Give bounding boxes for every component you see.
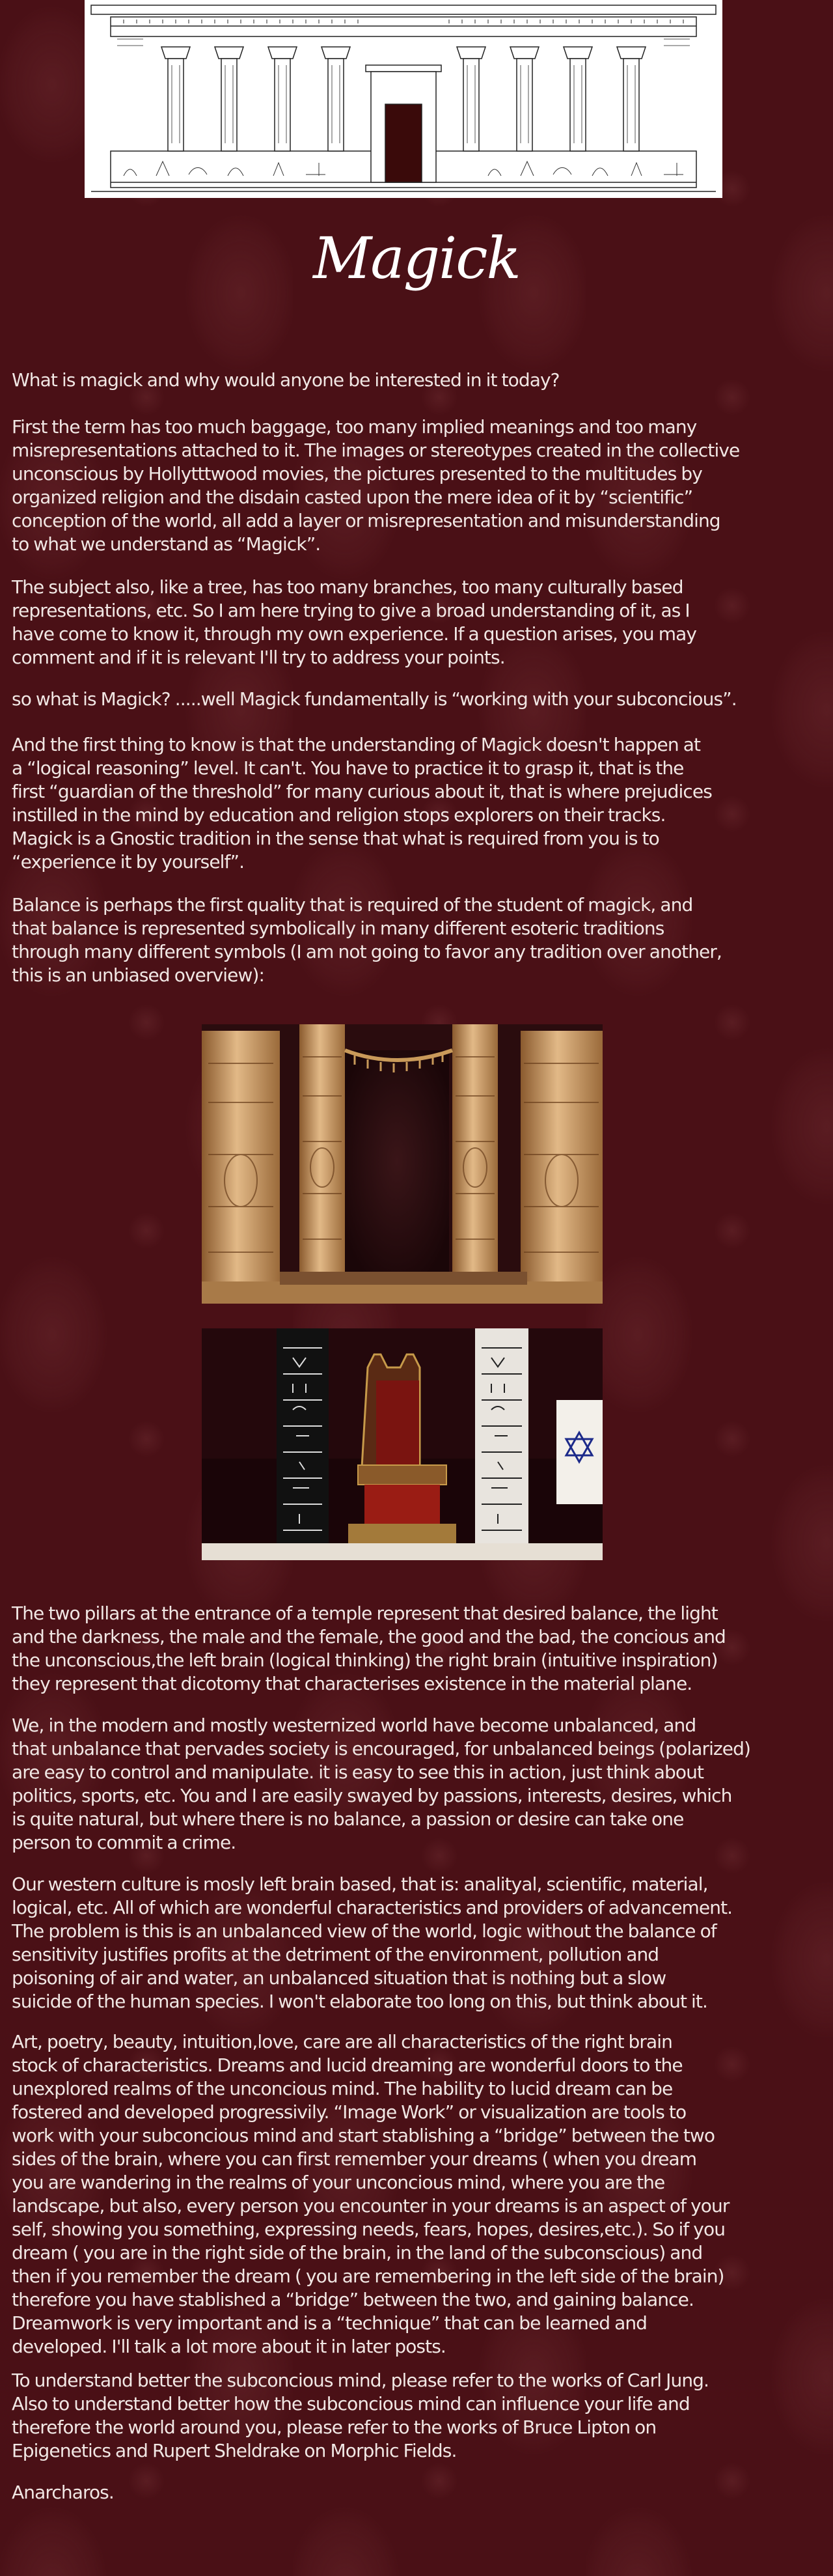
paragraph-line: this is an unbiased overview):: [12, 964, 265, 986]
paragraph-line: The subject also, like a tree, has too many branches, too many culturally based: [12, 576, 683, 598]
paragraph-line: work with your subconcious mind and start stablishing a “bridge” between the two: [12, 2125, 715, 2146]
paragraph-line: to what we understand as “Magick”.: [12, 533, 321, 555]
paragraph-line: Balance is perhaps the first quality that is required of the student of magick, and: [12, 894, 693, 916]
paragraph-line: The problem is this is an unbalanced view of the world, logic without the balance of: [12, 1920, 717, 1942]
paragraph-line: Also to understand better how the subconcious mind can influence your life and: [12, 2393, 690, 2415]
paragraph-line: Art, poetry, beauty, intuition,love, care are all characteristics of the right brain: [12, 2031, 673, 2052]
paragraph-line: To understand better the subconcious mind, please refer to the works of Carl Jung.: [12, 2370, 709, 2391]
paragraph-line: conception of the world, all add a layer or misrepresentation and misunderstanding: [12, 510, 720, 531]
paragraph-line: you are wandering in the realms of your unconcious mind, where you are the: [12, 2172, 665, 2193]
paragraph-line: poisoning of air and water, an unbalanced situation that is nothing but a slow: [12, 1967, 666, 1989]
paragraph-question: [12, 369, 825, 392]
paragraph-line: sensitivity justifies profits at the detriment of the environment, pollution and: [12, 1944, 659, 1965]
paragraph-line: have come to know it, through my own experience. If a question arises, you may: [12, 623, 697, 645]
paragraph-line: that balance is represented symbolically in many different esoteric traditions: [12, 917, 664, 939]
paragraph-two-pillars: [12, 1602, 825, 1696]
paragraph-line: fostered and developed progressivily. “Image Work” or visualization are tools to: [12, 2101, 687, 2123]
paragraph-line: unconscious by Hollytttwood movies, the pictures presented to the multitudes by: [12, 463, 702, 484]
paragraph-line: person to commit a crime.: [12, 1832, 236, 1853]
paragraph-what-is-magick: [12, 688, 825, 711]
paragraph-line: organized religion and the disdain casted upon the mere idea of it by “scientific”: [12, 486, 693, 508]
temple-pillars-photo: [202, 1024, 603, 1304]
paragraph-line: comment and if it is relevant I'll try to address your points.: [12, 647, 505, 668]
paragraph-line: We, in the modern and mostly westernized world have become unbalanced, and: [12, 1715, 696, 1736]
paragraph-left-brain: [12, 1873, 825, 2013]
paragraph-tree: [12, 576, 825, 669]
paragraph-line: through many different symbols (I am not going to favor any tradition over another,: [12, 941, 722, 962]
paragraph-line: then if you remember the dream ( you are remembering in the left side of the brain): [12, 2265, 724, 2287]
paragraph-line: sides of the brain, where you can first remember your dreams ( when you dream: [12, 2148, 697, 2170]
paragraph-line: Dreamwork is very important and is a “technique” that can be learned and: [12, 2312, 648, 2334]
paragraph-line: suicide of the human species. I won't elaborate too long on this, but think about it.: [12, 1991, 707, 2012]
paragraph-line: Our western culture is mosly left brain based, that is: analityal, scientific, material,: [12, 1873, 708, 1895]
throne-pillars-photo: [202, 1328, 603, 1560]
paragraph-right-brain: [12, 2030, 825, 2359]
paragraph-line: developed. I'll talk a lot more about it in later posts.: [12, 2336, 446, 2357]
paragraph-line: First the term has too much baggage, too many implied meanings and too many: [12, 416, 697, 438]
paragraph-line: stock of characteristics. Dreams and lucid dreaming are wonderful doors to the: [12, 2054, 683, 2076]
paragraph-line: misrepresentations attached to it. The images or stereotypes created in the collective: [12, 440, 740, 461]
paragraph-line: representations, etc. So I am here trying to give a broad understanding of it, as I: [12, 600, 690, 621]
paragraph-line: self, showing you something, expressing needs, fears, hopes, desires,etc.). So if you: [12, 2219, 726, 2240]
post-title: Magick: [313, 225, 520, 292]
paragraph-line: landscape, but also, every person you encounter in your dreams is an aspect of your: [12, 2195, 730, 2217]
paragraph-line: and the darkness, the male and the female, the good and the bad, the concious and: [12, 1626, 726, 1647]
paragraph-baggage: [12, 415, 825, 556]
paragraph-line: unexplored realms of the unconcious mind. The hability to lucid dream can be: [12, 2078, 673, 2099]
temple-facade-illustration: [85, 0, 722, 198]
paragraph-line: logical, etc. All of which are wonderful characteristics and providers of advancement.: [12, 1897, 733, 1918]
paragraph-line: therefore the world around you, please refer to the works of Bruce Lipton on: [12, 2416, 657, 2438]
paragraph-line: the unconscious,the left brain (logical thinking) the right brain (intuitive inspiration): [12, 1649, 718, 1671]
paragraph-line: The two pillars at the entrance of a temple represent that desired balance, the light: [12, 1603, 718, 1624]
paragraph-line: is quite natural, but where there is no balance, a passion or desire can take one: [12, 1808, 684, 1830]
paragraph-line: they represent that dicotomy that characterises existence in the material plane.: [12, 1673, 692, 1694]
paragraph-line: “experience it by yourself”.: [12, 851, 245, 873]
paragraph-line: are easy to control and manipulate. it is easy to see this in action, just think about: [12, 1761, 704, 1783]
paragraph-line: And the first thing to know is that the understanding of Magick doesn't happen at: [12, 734, 701, 755]
paragraph-line: first “guardian of the threshold” for many curious about it, that is where prejudices: [12, 781, 712, 802]
paragraph-unbalanced: [12, 1714, 825, 1855]
paragraph-references: [12, 2369, 825, 2463]
paragraph-line: Magick is a Gnostic tradition in the sense that what is required from you is to: [12, 828, 659, 849]
paragraph-line: instilled in the mind by education and religion stops explorers on their tracks.: [12, 804, 666, 826]
paragraph-line: a “logical reasoning” level. It can't. You have to practice it to grasp it, that is the: [12, 757, 684, 779]
paragraph-balance: [12, 893, 825, 987]
paragraph-line: that unbalance that pervades society is encouraged, for unbalanced beings (polarized): [12, 1738, 750, 1759]
paragraph-threshold: [12, 733, 825, 874]
paragraph-line: so what is Magick? .....well Magick fundamentally is “working with your subconcious”.: [12, 688, 737, 710]
paragraph-line: politics, sports, etc. You and I are easily swayed by passions, interests, desires, which: [12, 1785, 732, 1806]
author-signature: [12, 2481, 825, 2504]
paragraph-line: dream ( you are in the right side of the brain, in the land of the subconscious) and: [12, 2242, 703, 2263]
paragraph-line: therefore you have stablished a “bridge” between the two, and gaining balance.: [12, 2289, 694, 2310]
author-name: Anarcharos.: [12, 2482, 114, 2503]
paragraph-line: What is magick and why would anyone be interested in it today?: [12, 369, 560, 391]
paragraph-line: Epigenetics and Rupert Sheldrake on Morphic Fields.: [12, 2440, 457, 2461]
